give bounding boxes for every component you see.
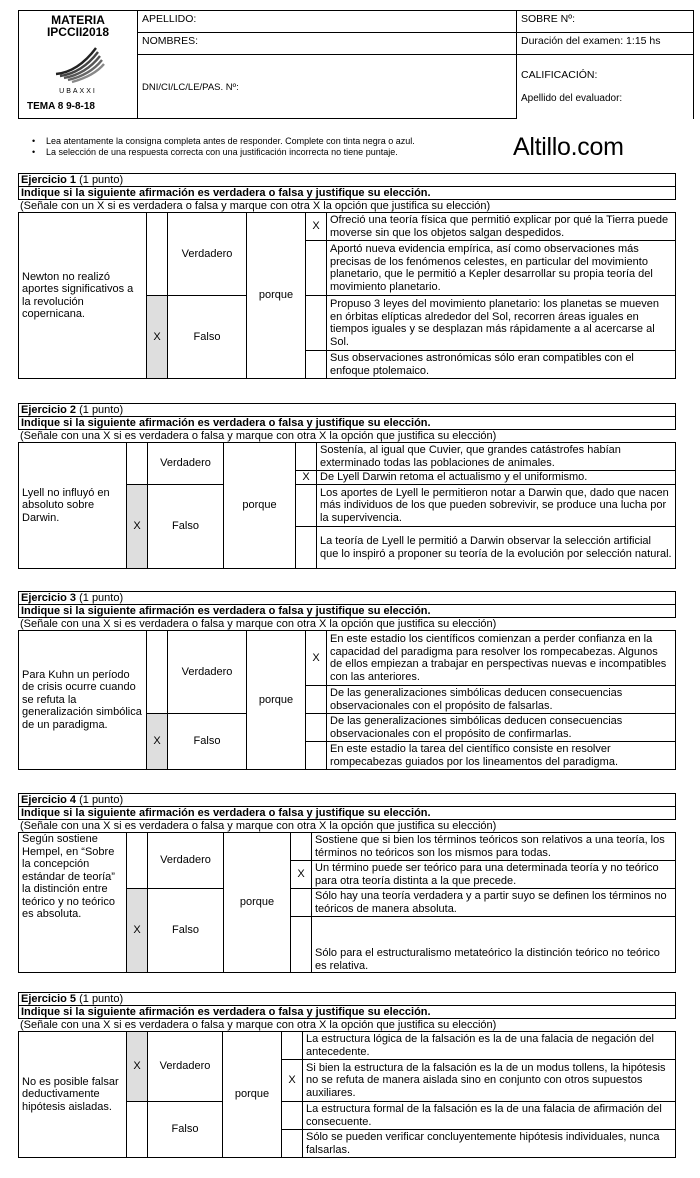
exercise-title xyxy=(18,992,676,1006)
exam-header xyxy=(18,10,694,119)
false-checkbox[interactable]: X xyxy=(127,485,148,569)
exercise-subinstruction: (Señale con una X si es verdadera o falsa y marque con otra X la opción que justifica su elección) xyxy=(20,820,497,832)
true-checkbox[interactable] xyxy=(127,833,148,889)
statement: Newton no realizó aportes significativos a la revolución copernicana. xyxy=(19,213,147,379)
exercise-points: (1 punto) xyxy=(76,993,124,1005)
porque-label: porque xyxy=(223,1032,282,1158)
exercise-subinstruction: (Señale con una X si es verdadera o falsa y marque con otra X la opción que justifica su elección) xyxy=(20,618,497,630)
option-text: Un término puede ser teórico para una determinada teoría y no teórico para otra teoría distinta a la que precede. xyxy=(312,861,676,889)
option-checkbox[interactable] xyxy=(306,241,327,296)
exercise-points: (1 punto) xyxy=(76,404,124,416)
option-checkbox[interactable] xyxy=(282,1032,303,1060)
exercise-3 xyxy=(18,591,676,770)
exercise-title xyxy=(18,591,676,605)
calificacion-label: CALIFICACIÓN: xyxy=(521,69,598,82)
apellido-label: APELLIDO: xyxy=(142,13,197,25)
nombres-label: NOMBRES: xyxy=(142,35,199,47)
option-text: De las generalizaciones simbólicas deducen consecuencias observacionales con el propósito de falsarlas. xyxy=(327,686,676,714)
dni-label: DNI/CI/LC/LE/PAS. Nº: xyxy=(142,81,239,93)
exercise-title-text: Ejercicio 2 xyxy=(21,404,77,416)
false-checkbox[interactable]: X xyxy=(127,889,148,973)
exercise-5 xyxy=(18,992,676,1158)
answer-table xyxy=(18,832,676,973)
option-checkbox[interactable] xyxy=(282,1102,303,1130)
instruction-item: • La selección de una respuesta correcta con una justificación incorrecta no tiene puntaje. xyxy=(46,147,415,158)
false-label: Falso xyxy=(168,296,247,379)
option-text: Si bien la estructura de la falsación es la de un modus tollens, la hipótesis no se refuta de manera aislada sino en conjunto con otros supuestos auxiliares. xyxy=(303,1060,676,1102)
nombres-field[interactable] xyxy=(138,33,517,55)
option-checkbox[interactable] xyxy=(296,443,317,471)
exercise-title xyxy=(18,173,676,187)
duracion-cell xyxy=(517,33,694,55)
statement: Lyell no influyó en absoluto sobre Darwin. xyxy=(19,443,127,569)
option-checkbox[interactable] xyxy=(291,889,312,917)
porque-label: porque xyxy=(224,833,291,973)
option-checkbox[interactable]: X xyxy=(306,631,327,686)
option-checkbox[interactable]: X xyxy=(306,213,327,241)
exercise-instruction: Indique si la siguiente afirmación es verdadera o falsa y justifique su elección. xyxy=(18,1006,676,1019)
exercise-title-text: Ejercicio 3 xyxy=(21,592,77,604)
exercise-title-text: Ejercicio 1 xyxy=(21,174,77,186)
option-checkbox[interactable] xyxy=(306,714,327,742)
option-text: De las generalizaciones simbólicas deducen consecuencias observacionales con el propósito de confirmarlas. xyxy=(327,714,676,742)
option-checkbox[interactable] xyxy=(306,686,327,714)
subject-cell xyxy=(19,11,138,119)
sobre-field[interactable] xyxy=(517,11,694,33)
calificacion-field[interactable] xyxy=(517,55,694,119)
false-checkbox[interactable]: X xyxy=(147,714,168,770)
option-text: Ofreció una teoría física que permitió explicar por qué la Tierra puede moverse sin que los objetos salgan despedidos. xyxy=(327,213,676,241)
exercise-instruction: Indique si la siguiente afirmación es verdadera o falsa y justifique su elección. xyxy=(18,417,676,430)
option-text: Sólo se pueden verificar concluyentemente hipótesis individuales, nunca falsarlas. xyxy=(303,1130,676,1158)
option-checkbox[interactable]: X xyxy=(291,861,312,889)
exercise-subinstruction: (Señale con una X si es verdadera o falsa y marque con otra X la opción que justifica su elección) xyxy=(20,430,497,442)
false-checkbox[interactable]: X xyxy=(147,296,168,379)
option-text: La estructura lógica de la falsación es la de una falacia de negación del antecedente. xyxy=(303,1032,676,1060)
evaluador-label: Apellido del evaluador: xyxy=(521,93,623,105)
statement: Según sostiene Hempel, en “Sobre la concepción estándar de teoría” la distinción entre teórico y no teórico es absoluta. xyxy=(19,833,127,973)
option-checkbox[interactable] xyxy=(296,527,317,569)
option-text: Sostenía, al igual que Cuvier, que grandes catástrofes habían exterminado todas las poblaciones de animales. xyxy=(317,443,676,471)
option-text: Sólo hay una teoría verdadera y a partir suyo se definen los términos no teóricos de manera absoluta. xyxy=(312,889,676,917)
porque-label: porque xyxy=(247,213,306,379)
answer-table xyxy=(18,630,676,770)
porque-label: porque xyxy=(224,443,296,569)
true-checkbox[interactable] xyxy=(147,631,168,714)
option-checkbox[interactable]: X xyxy=(296,471,317,485)
option-text: La teoría de Lyell le permitió a Darwin observar la selección artificial que lo inspiró a proponer su teoría de la evolución por selección natural. xyxy=(317,527,676,569)
option-text: Sus observaciones astronómicas sólo eran compatibles con el enfoque ptolemaico. xyxy=(327,351,676,379)
option-checkbox[interactable] xyxy=(306,351,327,379)
exercise-1 xyxy=(18,173,676,379)
true-label: Verdadero xyxy=(168,631,247,714)
true-label: Verdadero xyxy=(148,833,224,889)
exercise-points: (1 punto) xyxy=(76,174,124,186)
option-text: De Lyell Darwin retoma el actualismo y el uniformismo. xyxy=(317,471,676,485)
exercise-subinstruction: (Señale con un X si es verdadera o falsa y marque con otra X la opción que justifica su elección) xyxy=(20,200,491,212)
true-checkbox[interactable] xyxy=(127,443,148,485)
subject-label: MATERIA xyxy=(51,13,105,27)
answer-table xyxy=(18,212,676,379)
false-label: Falso xyxy=(168,714,247,770)
option-checkbox[interactable] xyxy=(306,742,327,770)
subject-code: IPCCII2018 xyxy=(46,25,110,39)
logo-text: UBAXXI xyxy=(59,88,97,95)
exercise-title xyxy=(18,793,676,807)
option-checkbox[interactable] xyxy=(282,1130,303,1158)
exercise-title-text: Ejercicio 4 xyxy=(21,794,77,806)
false-label: Falso xyxy=(148,485,224,569)
exercise-title xyxy=(18,403,676,417)
duracion-label: Duración del examen: 1:15 hs xyxy=(521,35,661,47)
watermark: Altillo.com xyxy=(513,133,624,161)
true-label: Verdadero xyxy=(148,1032,223,1102)
option-checkbox[interactable]: X xyxy=(282,1060,303,1102)
sobre-label: SOBRE Nº: xyxy=(521,13,576,25)
option-checkbox[interactable] xyxy=(291,917,312,973)
option-text: Sólo para el estructuralismo metateórico la distinción teórico no teórico es relativa. xyxy=(312,917,676,973)
true-label: Verdadero xyxy=(148,443,224,485)
true-label: Verdadero xyxy=(168,213,247,296)
exercise-instruction: Indique si la siguiente afirmación es verdadera o falsa y justifique su elección. xyxy=(18,605,676,618)
option-text: En este estadio la tarea del científico consiste en resolver rompecabezas guiados por los lineamentos del paradigma. xyxy=(327,742,676,770)
dni-field[interactable] xyxy=(138,55,517,119)
apellido-field[interactable] xyxy=(138,11,517,33)
answer-table xyxy=(18,1031,676,1158)
option-text: La estructura formal de la falsación es la de una falacia de afirmación del consecuente. xyxy=(303,1102,676,1130)
option-text: En este estadio los científicos comienzan a perder confianza en la capacidad del paradigma para resolver los rompecabezas. Algunos de ellos empiezan a trabajar en perspectivas nuevas e incompatibles con las anteriores. xyxy=(327,631,676,686)
exercise-instruction: Indique si la siguiente afirmación es verdadera o falsa y justifique su elección. xyxy=(18,807,676,820)
exercise-2 xyxy=(18,403,676,569)
option-text: Los aportes de Lyell le permitieron notar a Darwin que, dado que nacen más individuos de los que pueden sobrevivir, se produce una lucha por la supervivencia. xyxy=(317,485,676,527)
option-text: Propuso 3 leyes del movimiento planetario: los planetas se mueven en órbitas elípticas alrededor del Sol, recorren áreas iguales en tiempos iguales y se desplazan más rápidamente a al acercarse al Sol. xyxy=(327,296,676,351)
option-text: Aportó nueva evidencia empírica, así como observaciones más precisas de los fenómenos celestes, en particular del movimiento planetario, que le permitió a Kepler desarrollar su propia teoría del movimiento planetario. xyxy=(327,241,676,296)
instructions xyxy=(46,136,415,158)
exam-version: TEMA 8 9-8-18 xyxy=(27,101,95,112)
statement: No es posible falsar deductivamente hipótesis aisladas. xyxy=(19,1032,127,1158)
porque-label: porque xyxy=(247,631,306,770)
ubaxxi-logo xyxy=(48,42,108,86)
exercise-title-text: Ejercicio 5 xyxy=(21,993,77,1005)
exercise-points: (1 punto) xyxy=(76,794,124,806)
option-text: Sostiene que si bien los términos teóricos son relativos a una teoría, los términos no teóricos son los mismos para todas. xyxy=(312,833,676,861)
option-checkbox[interactable] xyxy=(291,833,312,861)
false-label: Falso xyxy=(148,1102,223,1158)
true-checkbox[interactable] xyxy=(147,213,168,296)
instruction-item: • Lea atentamente la consigna completa antes de responder. Complete con tinta negra o azul. xyxy=(46,136,415,147)
true-checkbox[interactable]: X xyxy=(127,1032,148,1102)
false-checkbox[interactable] xyxy=(127,1102,148,1158)
exercise-points: (1 punto) xyxy=(76,592,124,604)
option-checkbox[interactable] xyxy=(306,296,327,351)
option-checkbox[interactable] xyxy=(296,485,317,527)
exercise-4 xyxy=(18,793,676,973)
exercise-subinstruction: (Señale con una X si es verdadera o falsa y marque con otra X la opción que justifica su elección) xyxy=(20,1019,497,1031)
exercise-instruction: Indique si la siguiente afirmación es verdadera o falsa y justifique su elección. xyxy=(18,187,676,200)
statement: Para Kuhn un período de crisis ocurre cuando se refuta la generalización simbólica de un paradigma. xyxy=(19,631,147,770)
false-label: Falso xyxy=(148,889,224,973)
answer-table xyxy=(18,442,676,569)
